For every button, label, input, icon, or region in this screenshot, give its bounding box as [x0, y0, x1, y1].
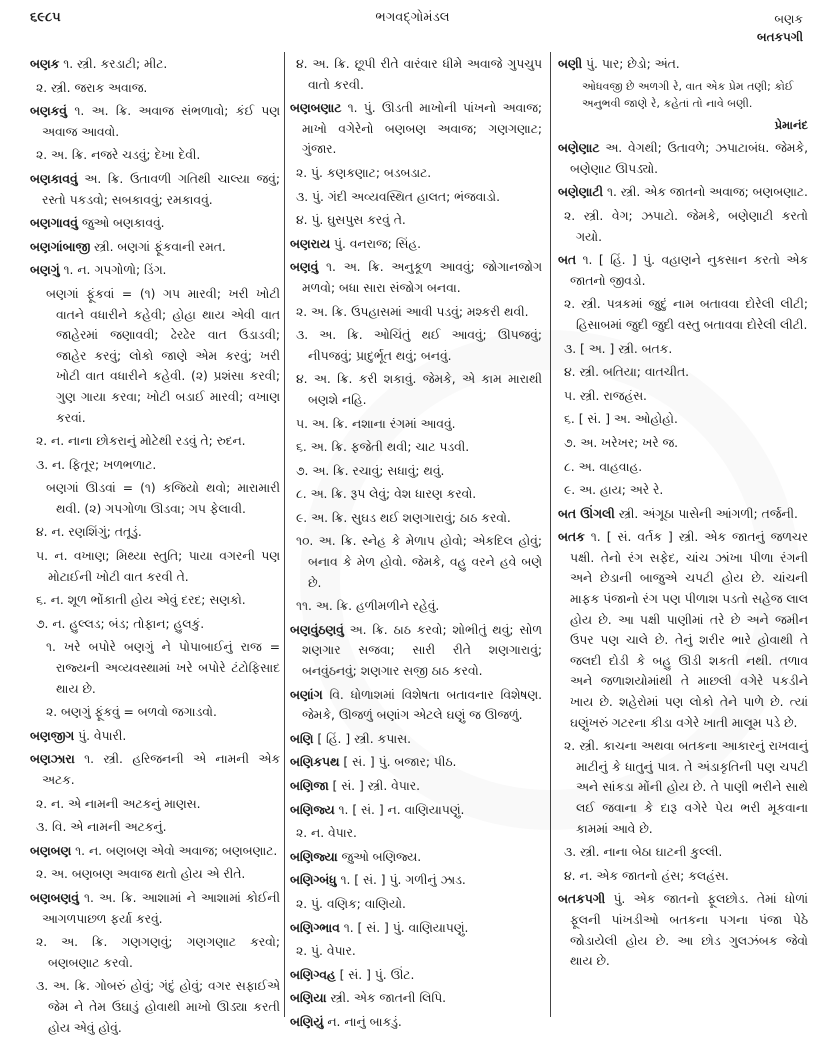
dictionary-entry — [290, 752, 542, 773]
definition-text: ૬. [ સં. ] અ. ઓહોહો. — [564, 412, 678, 427]
entry-sense — [36, 817, 280, 838]
entry-sense — [36, 78, 280, 99]
headword: બણબણવું — [30, 890, 79, 905]
entry-sense — [296, 54, 542, 95]
headword: બણિયું — [290, 1014, 324, 1029]
definition-text: ૨. ન. એ નામની અટકનું માણસ. — [36, 796, 201, 811]
dictionary-entry — [30, 726, 280, 747]
dictionary-entry — [30, 213, 280, 234]
definition-text: ૨. અ. ક્રિ. ગણગણવું; ગણગણાટ કરવો; બણબણાટ કરવો. — [36, 935, 280, 970]
headword: બણિગ્વહ — [290, 967, 336, 982]
dictionary-entry — [558, 527, 808, 733]
definition-text: ૧. [ સં. ] પું. ગળીનું ઝાડ. — [340, 873, 466, 888]
quote-attribution — [558, 115, 808, 136]
headword: બતક — [558, 530, 585, 545]
definition-text: ૧. અ. ક્રિ. અવાજ સંભળાવો; કંઈ પણ અવાજ આવવો. — [42, 104, 281, 139]
definition-text: ૬. ન. શૂળ ભોંકાતી હોય એવું દરદ; સણકો. — [36, 593, 246, 608]
definition-text: ૯. અ. ક્રિ. સુઘડ થઈ શણગારાવું; ઠાઠ કરવો. — [296, 510, 511, 525]
definition-text: ૨. સ્ત્રી. વેગ; ઝપાટો. જેમકે, બણેણાટી કરતો ગયો. — [564, 208, 808, 244]
column-2 — [290, 54, 542, 1036]
definition-text: ૨. ન. નાના છોકરાનું મોટેથી રડવું તે; રુદન. — [36, 434, 246, 449]
entry-sense — [296, 508, 542, 529]
headword: બણિયા — [290, 991, 327, 1006]
definition-text: ૯. અ. હાય; અરે રે. — [564, 483, 664, 498]
headword: બણગું — [30, 263, 60, 278]
entry-sense — [36, 431, 280, 452]
entry-sense — [564, 386, 808, 407]
headword: બણાંગ — [290, 687, 323, 702]
definition-text: ૪. અ. ક્રિ. છૂપી રીતે વારંવાર ધીમે અવાજે ગુપચુપ વાતો કરવી. — [296, 57, 542, 92]
dictionary-entry — [30, 169, 280, 210]
entry-sense — [36, 864, 280, 885]
definition-text: અ. ક્રિ. ઉતાવળી ગતિથી ચાલ્યા જવું; રસ્તો પકડવો; સબકાવવું; રમકાવવું. — [42, 171, 280, 207]
definition-text: ૩. પું. ગંદી અવ્યવસ્થિત હાલત; ભંજવાડો. — [296, 189, 501, 204]
entry-sense — [36, 976, 280, 1038]
verse-quote — [558, 78, 808, 112]
dictionary-entry — [290, 98, 542, 160]
entry-sense — [296, 210, 542, 231]
dictionary-entry — [290, 800, 542, 821]
definition-text: ૨. સ્ત્રી. જરાક અવાજ. — [36, 80, 148, 95]
dictionary-entry — [30, 101, 280, 142]
entry-sense — [36, 455, 280, 476]
dictionary-entry — [290, 776, 542, 797]
idiom-example — [30, 702, 280, 723]
definition-text: સ્ત્રી. બણગાં ફૂંકવાની રમત. — [93, 239, 226, 254]
definition-text: પું. વનરાજ; સિંહ. — [333, 236, 422, 251]
entry-sense — [296, 823, 542, 844]
idiom-example — [30, 478, 280, 519]
definition-text: ૧. સ્ત્રી. એક જાતનો અવાજ; બણબણાટ. — [606, 185, 808, 200]
headword: બણવું — [290, 260, 319, 275]
column-divider — [550, 52, 551, 1017]
dictionary-entry — [558, 182, 808, 203]
dictionary-entry — [558, 504, 808, 525]
definition-text: પ્રેમાનંદ — [774, 117, 808, 132]
column-1 — [30, 54, 280, 1041]
entry-sense — [296, 187, 542, 208]
definition-text: ૨. બણગું ફૂંકવું = બળવો જગાડવો. — [46, 705, 217, 720]
definition-text: ૧. [ સં. વર્તક ] સ્ત્રી. એક જાતનું જળચર પક્ષી. તેનો રંગ સફેદ, ચાંચ ઝાંખા પીળા રંગની અને છેડાની બાજુએ ચપટી હોય છે. ચાંચની માફક પંજાનો રંગ પણ પીળાશ પડતો સહેજ લાલ હોય છે. આ પક્ષી પાણીમાં તરે છે અને જમીન ઉપર પણ ચાલે છે. તેનું શરીર ભારે હોવાથી તે જલદી દોડી કે બહુ ઊડી શકતી નથી. તળાવ અને જળાશયોમાંથી તે માછલી વગેરે પકડીને ખાય છે. શહેરોમાં પણ લોકો તેને પાળે છે. ત્યાં ઘણુંખરું ગટરના કીડા વગેરે ખાતી માલૂમ પડે છે. — [570, 530, 808, 730]
definition-text: ૨. પું. કણકણાટ; બડબડાટ. — [296, 165, 432, 180]
idiom-example — [30, 637, 280, 699]
definition-text: જુઓ બણિજ્ય. — [341, 849, 422, 864]
entry-sense — [296, 302, 542, 323]
headword: બણિ — [290, 731, 314, 746]
dictionary-entry — [30, 749, 280, 790]
definition-text: [ હિં. ] સ્ત્રી. કપાસ. — [317, 731, 412, 746]
headword: બણજીગ — [30, 728, 75, 743]
headword: બણિગ્ભાવ — [290, 920, 340, 935]
dictionary-entry — [290, 870, 542, 891]
definition-text: ૭. અ. ક્રિ. રચાવું; સધાવું; થવું. — [296, 463, 445, 478]
definition-text: ૩. અ. ક્રિ. ઓચિંતું થઈ આવવું; ઊપજવું; નીપજવું; પ્રાદુર્ભૂત થવું; બનવું. — [296, 328, 542, 363]
headword: બણિજ્ય — [290, 802, 335, 817]
entry-sense — [564, 362, 808, 383]
definition-text: બણગાં ઊડવાં = (૧) કજિયો થવો; મારામારી થવી. (૨) ગપગોળા ઊડવા; ગપ ફેલાવી. — [46, 481, 280, 516]
definition-text: ૫. સ્ત્રી. રાજહંસ. — [564, 388, 647, 403]
definition-text: ૮. અ. વાહવાહ. — [564, 459, 643, 474]
headword: બણકાવવું — [30, 171, 78, 186]
definition-text: [ સં. ] પું. બજાર; પીઠ. — [343, 755, 457, 770]
entry-sense — [296, 596, 542, 617]
headword: બણબણાટ — [290, 101, 342, 116]
definition-text: ૧. અ. ક્રિ. આશામાં ને આશામાં કોઈની આગળપાછળ ફર્યા કરવું. — [42, 890, 280, 926]
entry-sense — [564, 206, 808, 247]
headword: બણિકપથ — [290, 755, 340, 770]
definition-text: પું. પાર; છેડો; અંત. — [586, 57, 680, 71]
dictionary-entry — [558, 54, 808, 75]
definition-text: ૨. પું. વેપાર. — [296, 944, 356, 959]
column-3 — [558, 54, 808, 975]
dictionary-entry — [30, 888, 280, 929]
entry-sense — [296, 531, 542, 593]
headword: બણકવું — [30, 104, 67, 119]
column-divider — [284, 52, 285, 1017]
dictionary-entry — [290, 729, 542, 750]
headword: બણબણ — [30, 843, 72, 858]
definition-text: સ્ત્રી. અંગૂઠા પાસેની આંગળી; તર્જની. — [618, 506, 798, 521]
headword: બત ઊંગલી — [558, 506, 615, 521]
entry-sense — [564, 866, 808, 887]
definition-text: ૫. ન. વખાણ; મિથ્યા સ્તુતિ; પાયા વગરની પણ મોટાઈની ખોટી વાત કરવી તે. — [36, 549, 280, 584]
definition-text: ૨. સ્ત્રી. પત્રકમાં જુદું નામ બતાવવા દોરેલી લીટી; હિસાબમાં જુદી જુદી વસ્તુ બતાવવા દોરેલી લીટી. — [564, 297, 808, 332]
entry-sense — [296, 461, 542, 482]
dictionary-entry — [290, 685, 542, 726]
definition-text: ૪. પું. ઘુસપુસ કરવું તે. — [296, 213, 406, 228]
definition-text: ૮. અ. ક્રિ. રૂપ લેવું; વેશ ધારણ કરવો. — [296, 487, 477, 502]
dictionary-entry — [290, 234, 542, 255]
dictionary-entry — [290, 918, 542, 939]
dictionary-entry — [290, 1012, 542, 1033]
entry-sense — [296, 163, 542, 184]
headword: બણેણાટી — [558, 185, 604, 200]
definition-text: ૧. પું. ઊડતી માખોની પાંખનો અવાજ; માખો વગેરેનો બણબણ અવાજ; ગણગણાટ; ગુંજાર. — [302, 101, 542, 157]
dictionary-entry — [30, 260, 280, 281]
guide-words — [757, 10, 803, 46]
definition-text: [ સં. ] સ્ત્રી. વેપાર. — [332, 779, 421, 793]
headword: બણઝારા — [30, 752, 75, 767]
dictionary-entry — [290, 257, 542, 298]
guide-word-last: બતકપગી — [756, 30, 803, 44]
definition-text: ૩. [ અ. ] સ્ત્રી. બતક. — [564, 341, 673, 356]
definition-text: ૧. ન. બણબણ એવો અવાજ; બણબણાટ. — [75, 843, 278, 858]
entry-sense — [564, 409, 808, 430]
entry-sense — [296, 369, 542, 410]
headword: બણિગ્બંધુ — [290, 873, 337, 888]
page-number: ૬૯૮૫ — [30, 10, 61, 25]
definition-text: ૭. ન. હુલ્લડ; બંડ; તોફાન; હુલકું. — [36, 616, 205, 631]
definition-text: ૩. ન. ફિતૂર; ખળભળાટ. — [36, 457, 157, 472]
dictionary-entry — [558, 138, 808, 179]
definition-text: ૧. સ્ત્રી. હરિજનની એ નામની એક અટક. — [42, 752, 280, 787]
entry-sense — [564, 457, 808, 478]
entry-sense — [296, 941, 542, 962]
page-title: ભગવદ્ગોમંડલ — [375, 10, 450, 25]
entry-sense — [564, 480, 808, 501]
dictionary-entry — [558, 250, 808, 291]
definition-text: ૩. સ્ત્રી. નાના બેઠા ઘાટની કુલ્લી. — [564, 845, 723, 860]
entry-sense — [564, 294, 808, 335]
dictionary-entry — [290, 988, 542, 1009]
headword: બણી — [558, 57, 583, 71]
headword: બત — [558, 253, 577, 268]
definition-text: ૧. [ સં. ] ન. વાણિયાપણું. — [338, 802, 465, 817]
headword: બણક — [30, 57, 60, 71]
entry-sense — [296, 484, 542, 505]
definition-text: ૨. સ્ત્રી. કાચના અથવા બતકના આકારનું રાખવાનું માટીનું કે ધાતુનું પાત્ર. તે અંડાકૃતિની પણ ચપટી અને સાંકડા મોંની હોય છે. તે પાણી ભરીને સાથે લઈ જવાના કે દારૂ વગેરે પેય ભરી મૂકવાના કામમાં આવે છે. — [564, 739, 808, 836]
definition-text: જુઓ બણકાવવું. — [81, 216, 165, 231]
entry-sense — [36, 794, 280, 815]
entry-sense — [36, 522, 280, 543]
definition-text: ૪. ન. એક જાતનો હંસ; કલહંસ. — [564, 868, 729, 883]
definition-text: સ્ત્રી. એક જાતની લિપિ. — [330, 991, 447, 1006]
dictionary-entry — [558, 889, 808, 971]
headword: બણરાય — [290, 236, 331, 251]
definition-text: વિ. ધોળાશમાં વિશેષતા બતાવનાર વિશેષણ. જેમકે, ઊજળું બણાંગ એટલે ઘણું જ ઊજળું. — [302, 687, 542, 723]
entry-sense — [296, 437, 542, 458]
entry-sense — [36, 614, 280, 635]
definition-text: પું. વેપારી. — [78, 728, 127, 743]
definition-text: [ સં. ] પું. ઊંટ. — [339, 967, 415, 982]
definition-text: ૧. ખરે બપોરે બણગું ને પોપાબાઈનું રાજ = રાજ્યની અવ્યવસ્થામાં ખરે બપોરે ટંટોફિસાદ થાય છે. — [46, 640, 280, 696]
headword: બતકપગી — [558, 892, 606, 907]
definition-text: ૧૦. અ. ક્રિ. સ્નેહ કે મેળાપ હોવો; એકદિલ હોવું; બનાવ કે મેળ હોવો. જેમકે, વહુ વરને હવે બણે છે. — [296, 534, 542, 590]
headword: બણવુંઠણવું — [290, 622, 344, 637]
dictionary-entry — [30, 841, 280, 862]
definition-text: પું. એક જાતનો ફૂલછોડ. તેમાં ધોળાં ફૂલની પાંખડીઓ બતકના પગના પંજા પેઠે જોડાયેલી હોય છે. આ છોડ ગુલઝંબક જેવો થાય છે. — [570, 892, 808, 969]
definition-text: ૧. સ્ત્રી. કરડાટી; મીટ. — [63, 57, 168, 71]
entry-sense — [564, 842, 808, 863]
definition-text: ૩. અ. ક્રિ. ગોબરું હોવું; ગંદું હોવું; વગર સફાઈએ જેમ ને તેમ ઉઘાડું હોવાથી માખો ઊડ્યા કરતી હોય એવું હોવું. — [36, 979, 280, 1035]
definition-text: ૨. અ. ક્રિ. ઉપહાસમાં આવી પડવું; મશ્કરી થવી. — [296, 304, 529, 319]
dictionary-entry — [290, 847, 542, 868]
entry-sense — [36, 546, 280, 587]
definition-text: ૭. અ. ખરેખર; ખરે જ. — [564, 435, 679, 450]
headword: બણગાવવું — [30, 216, 78, 231]
definition-text: અ. વેગથી; ઉતાવળે; ઝપાટાબંધ. જેમકે, બણેણાટ ઊપડ્યો. — [570, 141, 808, 176]
headword: બણેણાટ — [558, 141, 600, 156]
idiom-example — [30, 284, 280, 428]
dictionary-entry — [290, 620, 542, 682]
entry-sense — [564, 433, 808, 454]
headword: બણિજા — [290, 779, 329, 793]
definition-text: ૩. વિ. એ નામની અટકનું. — [36, 820, 167, 835]
definition-text: ૫. અ. ક્રિ. નશાના રંગમાં આવવું. — [296, 416, 456, 431]
definition-text: ૪. અ. ક્રિ. કરી શકાવું. જેમકે, એ કામ મારાથી બણશે નહિ. — [296, 372, 542, 407]
definition-text: ૨. અ. ક્રિ. નજરે ચડવું; દેખા દેવી. — [36, 148, 201, 163]
definition-text: ૪. ન. રણશિંગું; તતૂડું. — [36, 525, 142, 540]
definition-text: ૨. અ. બણબણ અવાજ થતો હોય એ રીતે. — [36, 867, 246, 882]
definition-text: બણગાં ફૂંકવાં = (૧) ગપ મારવી; ખરી ખોટી વાતને વધારીને કહેવી; હોહા થાય એવી વાત જાહેરમાં જણાવવી; ઢેરઢેર વાત ઉડાડવી; જાહેર કરવું; લોકો જાણે એમ કરવું; ખરી ખોટી વાત વધારીને કહેવી. (૨) પ્રશંસા કરવી; ગુણ ગાયા કરવા; ખોટી બડાઈ મારવી; વખાણ કરવાં. — [46, 286, 280, 425]
entry-sense — [564, 339, 808, 360]
definition-text: અ. ક્રિ. ઠાઠ કરવો; શોભીતું થવું; સોળ શણગાર સજવા; સારી રીતે શણગારાવું; બનવુંઠનવું; શણગાર સજી ઠાઠ કરવો. — [302, 622, 542, 679]
entry-sense — [296, 414, 542, 435]
definition-text: ૧. ન. ગપગોળો; ડિંગ. — [63, 263, 167, 278]
definition-text: ૨. પું. વણિક; વાણિયો. — [296, 896, 406, 911]
definition-text: ૧. [ હિં. ] પું. વહાણને નુકસાન કરતો એક જાતનો જીવડો. — [570, 253, 808, 288]
definition-text: ૪. સ્ત્રી. બતિયા; વાતચીત. — [564, 365, 690, 380]
definition-text: ન. નાનું બાકડું. — [327, 1014, 402, 1029]
entry-sense — [36, 590, 280, 611]
definition-text: ૨. ન. વેપાર. — [296, 826, 357, 841]
entry-sense — [36, 932, 280, 973]
headword: બણગાંબાજી — [30, 239, 91, 254]
guide-word-first: બણક — [774, 12, 803, 26]
dictionary-entry — [30, 237, 280, 258]
definition-text: ઓધવજી છે અળગી રે, વાત એક પ્રેમ તણી; કોઈ અનુભવી જાણે રે, કહેતાં તો નાવે બણી. — [582, 79, 794, 110]
definition-text: ૧. અ. ક્રિ. અનુકૂળ આવવું; જોગાનજોગ મળવો; બધા સારા સંજોગ બનવા. — [302, 260, 542, 295]
definition-text: ૧૧. અ. ક્રિ. હળીમળીને રહેવું. — [296, 599, 440, 614]
entry-sense — [296, 894, 542, 915]
definition-text: ૧. [ સં. ] પું. વાણિયાપણું. — [343, 920, 469, 935]
entry-sense — [564, 736, 808, 839]
entry-sense — [36, 145, 280, 166]
definition-text: ૬. અ. ક્રિ. ફજેતી થવી; ચાટ પડવી. — [296, 440, 470, 455]
dictionary-entry — [30, 54, 280, 75]
headword: બણિજ્યા — [290, 849, 338, 864]
dictionary-entry — [290, 965, 542, 986]
entry-sense — [296, 325, 542, 366]
